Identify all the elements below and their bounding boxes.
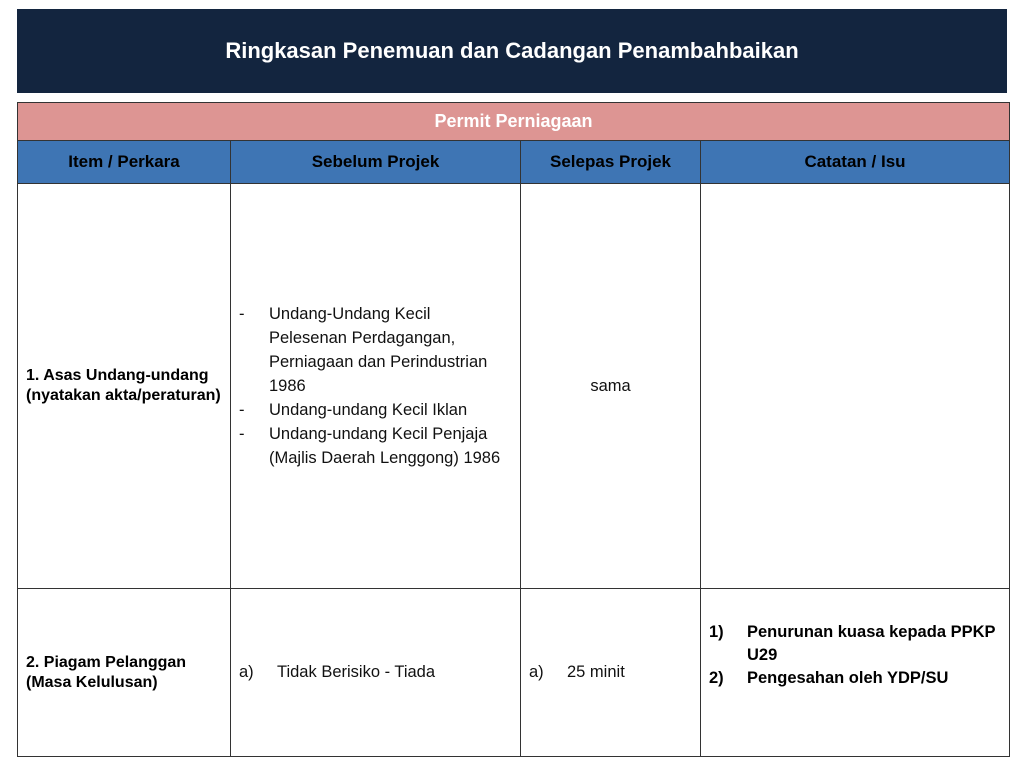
before-cell: [231, 184, 521, 589]
list-item-text: Penurunan kuasa kepada PPKP U29: [747, 623, 996, 664]
section-title: Permit Perniagaan: [18, 103, 1010, 141]
list-item-text: Undang-undang Kecil Iklan: [269, 401, 468, 419]
column-header-notes: Catatan / Isu: [701, 141, 1010, 184]
list-marker: a): [529, 663, 544, 681]
list-marker: a): [239, 663, 254, 681]
page-title: Ringkasan Penemuan dan Cadangan Penambahbaikan: [225, 38, 799, 63]
list-marker: 1): [709, 623, 724, 641]
list-item: [709, 667, 1001, 690]
findings-table: [17, 102, 1010, 757]
after-cell: [521, 589, 701, 757]
list-item: [239, 302, 512, 398]
list-item-text: Pengesahan oleh YDP/SU: [747, 669, 949, 687]
notes-list: [701, 621, 1009, 690]
list-item: [239, 398, 512, 422]
list-marker: -: [239, 401, 245, 419]
column-header-after: Selepas Projek: [521, 141, 701, 184]
section-header-row: [18, 103, 1010, 141]
list-marker: -: [239, 425, 245, 443]
list-item: [231, 663, 520, 682]
list-item: [239, 422, 512, 470]
list-marker: 2): [709, 669, 724, 687]
list-item-text: Undang-undang Kecil Penjaja (Majlis Daerah Lenggong) 1986: [269, 425, 501, 467]
table-row: [18, 184, 1010, 589]
before-cell: [231, 589, 521, 757]
table-row: [18, 589, 1010, 757]
column-header-row: [18, 141, 1010, 184]
column-header-item: Item / Perkara: [18, 141, 231, 184]
notes-cell: [701, 184, 1010, 589]
list-item-text: Tidak Berisiko - Tiada: [277, 663, 436, 681]
item-cell: 1. Asas Undang-undang (nyatakan akta/peraturan): [18, 184, 231, 589]
after-cell: sama: [521, 184, 701, 589]
title-banner: [17, 9, 1007, 93]
list-item: [521, 663, 700, 682]
list-item-text: Undang-Undang Kecil Pelesenan Perdagangan, Perniagaan dan Perindustrian 1986: [269, 305, 488, 395]
list-marker: -: [239, 305, 245, 323]
item-cell: 2. Piagam Pelanggan (Masa Kelulusan): [18, 589, 231, 757]
list-item-text: 25 minit: [567, 663, 625, 681]
column-header-before: Sebelum Projek: [231, 141, 521, 184]
law-list: [231, 302, 520, 470]
notes-cell: [701, 589, 1010, 757]
list-item: [709, 621, 1001, 667]
